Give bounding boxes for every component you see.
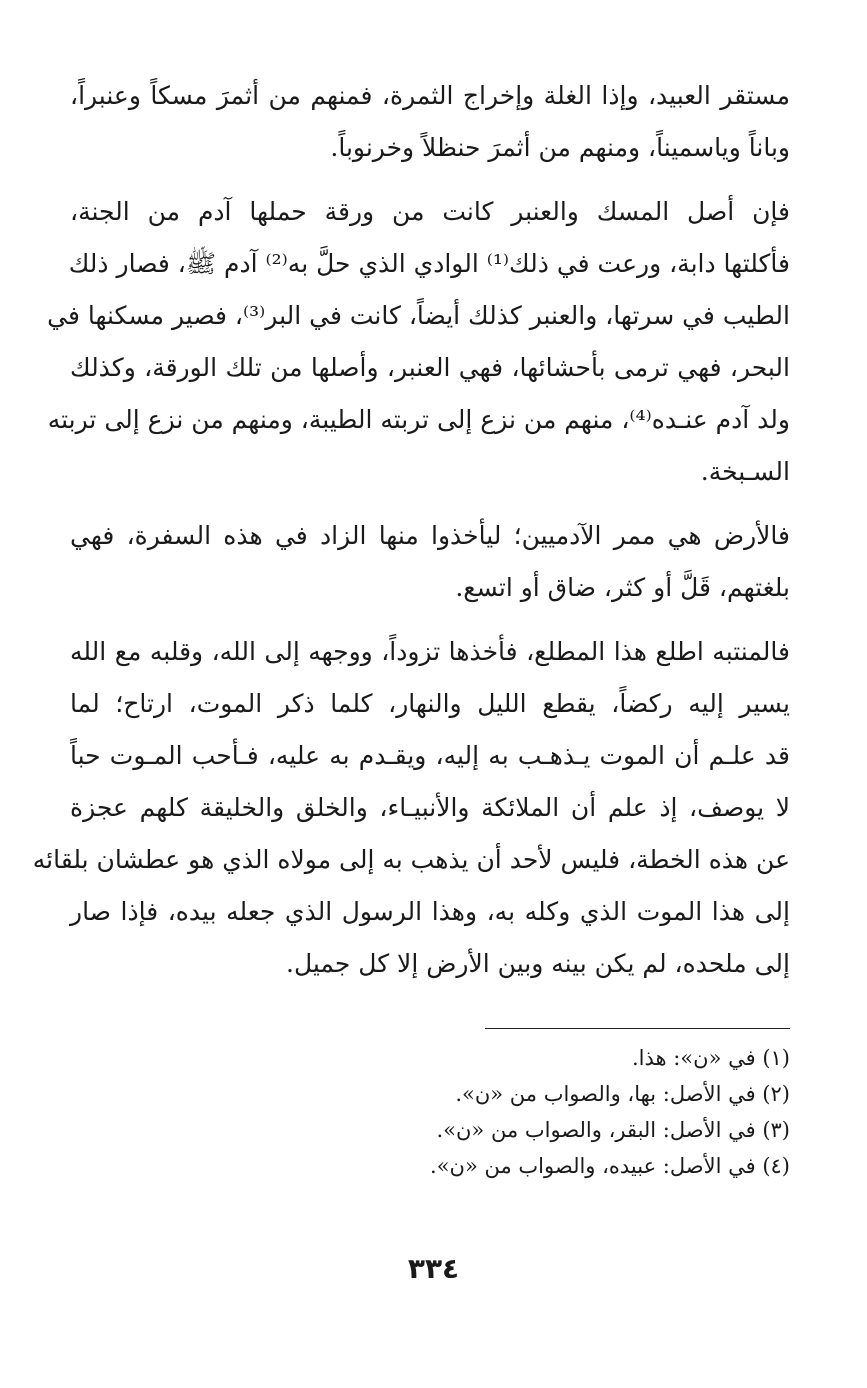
text-line: فالمنتبه اطلع هذا المطلع، فأخذها تزوداً، ووجهه إلى الله، وقلبه مع الله <box>70 637 790 666</box>
text-line: فإن أصل المسك والعنبر كانت من ورقة حملها آدم من الجنة، <box>70 197 790 226</box>
text-line: إلى ملحده، لم يكن بينه وبين الأرض إلا كل جميل. <box>286 949 790 978</box>
text-line: مستقر العبيد، وإذا الغلة وإخراج الثمرة، فمنهم من أثمرَ مسكاً وعنبراً، <box>70 81 790 110</box>
text-line: إلى هذا الموت الذي وكله به، وهذا الرسول الذي جعله بيده، فإذا صار <box>70 897 790 926</box>
text-line: ولد آدم عنـده⁽⁴⁾، منهم من نزع إلى تربته الطيبة، ومنهم من نزع إلى تربته <box>47 405 790 434</box>
footnote: (٣) في الأصل: البقر، والصواب من «ن». <box>436 1118 790 1142</box>
text-line: قد علـم أن الموت يـذهـب به إليه، ويقـدم به عليه، فـأحب المـوت حباً <box>70 741 790 770</box>
footnote: (١) في «ن»: هذا. <box>631 1046 790 1070</box>
text-line: فأكلتها دابة، ورعت في ذلك⁽¹⁾ الوادي الذي حلَّ به⁽²⁾ آدم ﷺ، فصار ذلك <box>68 249 790 278</box>
text-line: السـبخة. <box>700 457 790 486</box>
footnote: (٢) في الأصل: بها، والصواب من «ن». <box>455 1082 790 1106</box>
text-line: لا يوصف، إذ علم أن الملائكة والأنبيـاء، والخلق والخليقة كلهم عجزة <box>70 793 790 822</box>
footnote-separator <box>485 1028 790 1029</box>
main-text <box>32 70 790 1002</box>
paragraph-4 <box>32 626 790 990</box>
text-line: يسير إليه ركضاً، يقطع الليل والنهار، كلما ذكر الموت، ارتاح؛ لما <box>70 689 790 718</box>
footnotes <box>300 1040 790 1184</box>
footnote: (٤) في الأصل: عبيده، والصواب من «ن». <box>430 1154 790 1178</box>
text-line: عن هذه الخطة، فليس لأحد أن يذهب به إلى مولاه الذي هو عطشان بلقائه <box>32 845 790 874</box>
paragraph-3 <box>70 510 790 614</box>
page-number: ٣٣٤ <box>407 1252 460 1285</box>
paragraph-2 <box>47 186 790 498</box>
text-line: بلغتهم، قَلَّ أو كثر، ضاق أو اتسع. <box>455 573 790 602</box>
text-line: فالأرض هي ممر الآدميين؛ ليأخذوا منها الزاد في هذه السفرة، فهي <box>70 521 790 550</box>
text-line: البحر، فهي ترمى بأحشائها، فهي العنبر، وأصلها من تلك الورقة، وكذلك <box>70 353 790 382</box>
text-line: الطيب في سرتها، والعنبر كذلك أيضاً، كانت في البر⁽³⁾، فصير مسكنها في <box>47 301 790 330</box>
paragraph-1 <box>70 70 790 174</box>
text-line: وباناً وياسميناً، ومنهم من أثمرَ حنظلاً وخرنوباً. <box>330 133 790 162</box>
